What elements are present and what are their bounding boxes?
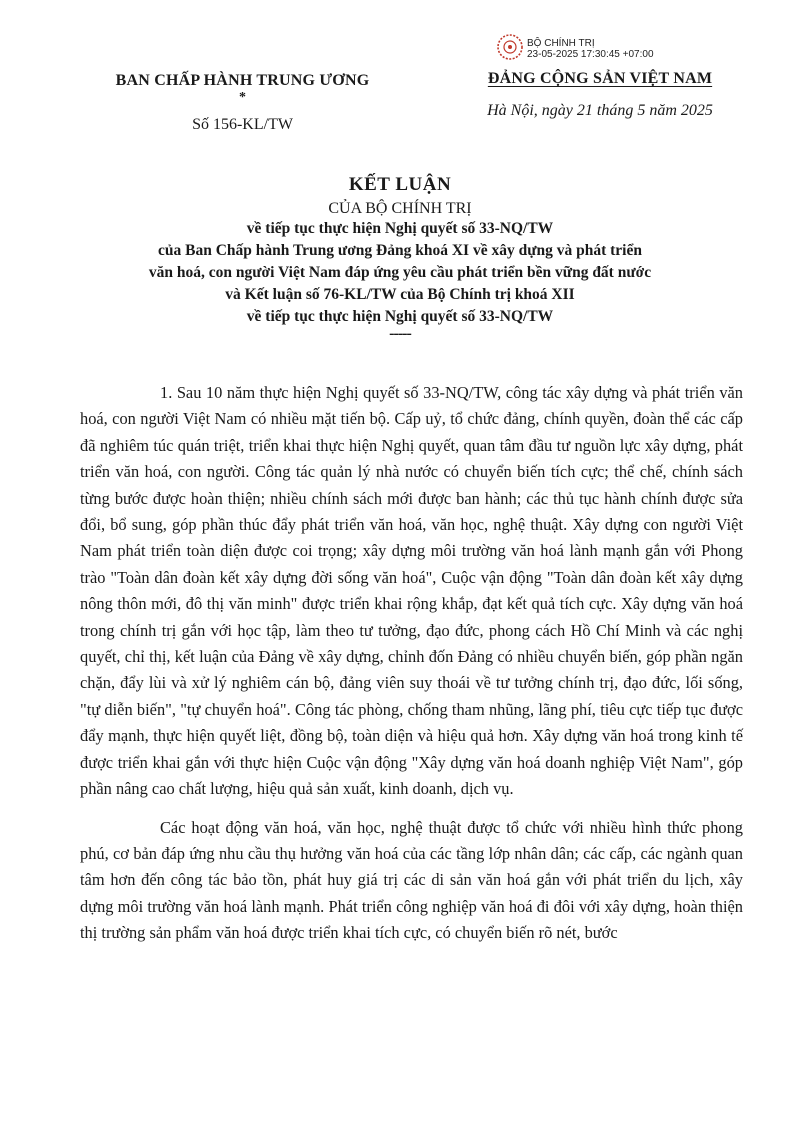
issue-date: Hà Nội, ngày 21 tháng 5 năm 2025 <box>487 102 713 119</box>
signature-signer: BỘ CHÍNH TRỊ <box>527 38 595 49</box>
document-title-block <box>80 174 720 340</box>
header-star: * <box>239 90 246 105</box>
title-line: của Ban Chấp hành Trung ương Đảng khoá XI về xây dựng và phát triển <box>158 242 642 259</box>
party-name: ĐẢNG CỘNG SẢN VIỆT NAM <box>487 70 713 87</box>
document-body <box>80 380 743 947</box>
digital-signature-seal-icon <box>495 32 525 62</box>
title-line: văn hoá, con người Việt Nam đáp ứng yêu cầu phát triển bền vững đất nước <box>148 264 652 281</box>
title-line: về tiếp tục thực hiện Nghị quyết số 33-NQ/TW <box>246 220 554 237</box>
document-subtitle: CỦA BỘ CHÍNH TRỊ <box>328 200 472 217</box>
title-line: về tiếp tục thực hiện Nghị quyết số 33-NQ/TW <box>246 308 554 325</box>
title-line: và Kết luận số 76-KL/TW của Bộ Chính trị khoá XII <box>225 286 575 303</box>
document-title: KẾT LUẬN <box>348 174 452 195</box>
document-number: Số 156-KL/TW <box>192 116 293 133</box>
body-paragraph: Các hoạt động văn hoá, văn học, nghệ thuật được tổ chức với nhiều hình thức phong phú, cơ bản đáp ứng nhu cầu thụ hưởng văn hoá của các tầng lớp nhân dân; các cấp, các ngành quan tâm hơn đến công tác bảo tồn, phát huy giá trị các di sản văn hoá gắn với phát triển du lịch, xây dựng môi trường văn hoá lành mạnh. Phát triển công nghiệp văn hoá đi đôi với xây dựng, hoàn thiện thị trường sản phẩm văn hoá được triển khai tích cực, có chuyển biến rõ nét, bước <box>80 817 743 943</box>
signature-timestamp: 23-05-2025 17:30:45 +07:00 <box>527 49 654 60</box>
party-header-block <box>440 70 760 120</box>
digital-signature-info <box>527 38 654 60</box>
title-separator: ----- <box>389 325 411 342</box>
body-paragraph: 1. Sau 10 năm thực hiện Nghị quyết số 33-NQ/TW, công tác xây dựng và phát triển văn hoá, con người Việt Nam có nhiều mặt tiến bộ. Cấp uỷ, tổ chức đảng, chính quyền, đoàn thể các cấp đã nghiêm túc quán triệt, triển khai thực hiện Nghị quyết, quan tâm đầu tư nguồn lực xây dựng, phát triển văn hoá, con người. Công tác quản lý nhà nước có chuyển biến tích cực; thể chế, chính sách từng bước được hoàn thiện; nhiều chính sách mới được ban hành; các thủ tục hành chính được sửa đổi, bổ sung, góp phần thúc đẩy phát triển văn hoá, văn học, nghệ thuật. Xây dựng con người Việt Nam phát triển toàn diện được coi trọng; xây dựng môi trường văn hoá lành mạnh gắn với Phong trào "Toàn dân đoàn kết xây dựng đời sống văn hoá", Cuộc vận động "Toàn dân đoàn kết xây dựng nông thôn mới, đô thị văn minh" được triển khai rộng khắp, đạt kết quả tích cực. Xây dựng văn hoá trong chính trị gắn với học tập, làm theo tư tưởng, đạo đức, phong cách Hồ Chí Minh và các nghị quyết, chỉ thị, kết luận của Đảng về xây dựng, chỉnh đốn Đảng có nhiều chuyển biến, góp phần ngăn chặn, đẩy lùi và xử lý nghiêm cán bộ, đảng viên suy thoái về tư tưởng chính trị, đạo đức, lối sống, "tự diễn biến", "tự chuyển hoá". Công tác phòng, chống tham nhũng, lãng phí, tiêu cực tiếp tục được đẩy mạnh, thực hiện quyết liệt, đồng bộ, toàn diện và hiệu quả hơn. Xây dựng văn hoá trong kinh tế được triển khai gắn với thực hiện Cuộc vận động "Xây dựng văn hoá doanh nghiệp Việt Nam", góp phần nâng cao chất lượng, hiệu quả sản xuất, kinh doanh, dịch vụ. <box>80 383 743 799</box>
issuing-organization: BAN CHẤP HÀNH TRUNG ƯƠNG <box>115 72 370 89</box>
issuing-authority-block <box>100 72 385 134</box>
